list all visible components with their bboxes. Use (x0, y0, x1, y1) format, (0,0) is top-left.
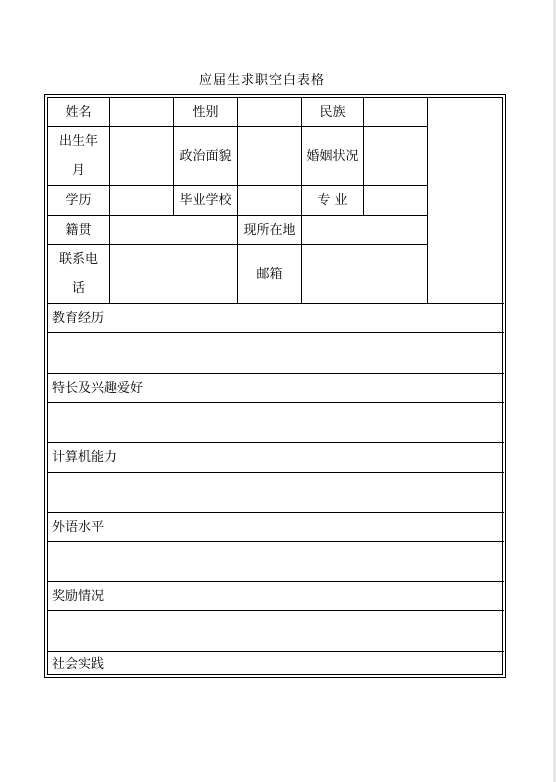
section-education-history-field[interactable] (48, 333, 504, 374)
field-current-location[interactable] (302, 216, 428, 245)
section-skills-hobbies-field[interactable] (48, 403, 504, 443)
label-email: 邮箱 (238, 245, 302, 304)
section-social-practice-header: 社会实践 (52, 656, 105, 672)
field-name[interactable] (110, 98, 174, 127)
field-birth-date[interactable] (110, 127, 174, 186)
label-current-location: 现所在地 (238, 216, 302, 245)
section-education-history-header: 教育经历 (48, 304, 504, 333)
label-major: 专 业 (302, 186, 364, 216)
label-marital-status: 婚姻状况 (302, 127, 364, 186)
field-political-status[interactable] (238, 127, 302, 186)
photo-area[interactable] (428, 98, 504, 304)
field-native-place[interactable] (110, 216, 238, 245)
form-title: 应届生求职空白表格 (198, 73, 325, 88)
field-school[interactable] (238, 186, 302, 216)
field-education[interactable] (110, 186, 174, 216)
section-awards-field[interactable] (48, 611, 504, 652)
label-name: 姓名 (48, 98, 110, 127)
section-computer-skills-field[interactable] (48, 473, 504, 513)
form-table (44, 94, 506, 678)
field-email[interactable] (302, 245, 428, 304)
label-education: 学历 (48, 186, 110, 216)
section-awards-header: 奖励情况 (48, 582, 504, 611)
field-marital-status[interactable] (364, 127, 428, 186)
field-phone[interactable] (110, 245, 238, 304)
label-gender: 性别 (174, 98, 238, 127)
label-native-place: 籍贯 (48, 216, 110, 245)
field-gender[interactable] (238, 98, 302, 127)
label-political-status: 政治面貌 (174, 127, 238, 186)
section-skills-hobbies-header: 特长及兴趣爱好 (48, 374, 504, 403)
label-ethnicity: 民族 (302, 98, 364, 127)
label-birth-date (48, 127, 110, 186)
field-major[interactable] (364, 186, 428, 216)
form-table-inner (47, 97, 503, 675)
label-school: 毕业学校 (174, 186, 238, 216)
field-ethnicity[interactable] (364, 98, 428, 127)
section-language-skills-header: 外语水平 (48, 513, 504, 542)
label-phone (48, 245, 110, 304)
section-computer-skills-header: 计算机能力 (48, 443, 504, 473)
section-language-skills-field[interactable] (48, 542, 504, 582)
label-birth-date-text: 出生年月 (58, 134, 98, 178)
label-phone-text: 联系电话 (58, 252, 98, 296)
